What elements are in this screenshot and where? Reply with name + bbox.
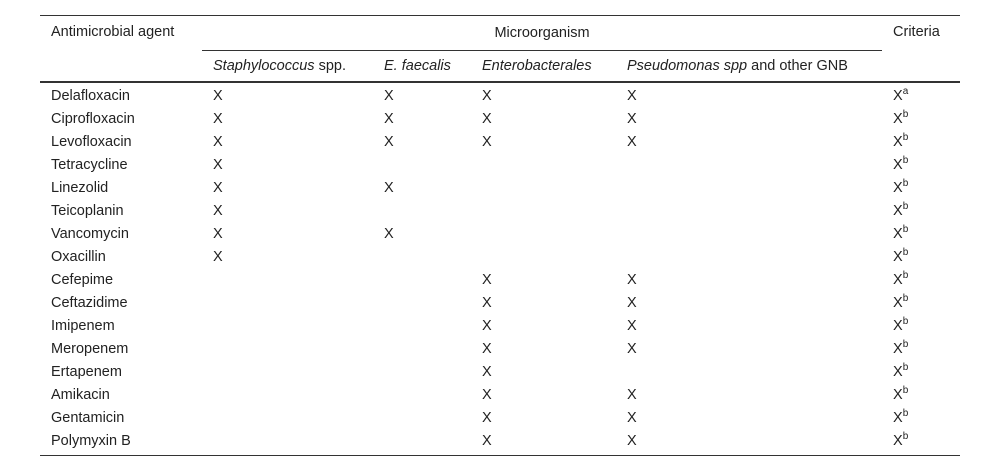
cell-agent: Cefepime bbox=[51, 272, 114, 289]
cell-e-faecalis bbox=[373, 384, 471, 407]
cell-pseudomonas: X bbox=[627, 111, 637, 128]
cell-enterobacterales: X bbox=[482, 318, 492, 335]
cell-staphylococcus: X bbox=[213, 226, 223, 243]
cell-pseudomonas bbox=[616, 154, 882, 177]
cell-enterobacterales: X bbox=[482, 341, 492, 358]
cell-e-faecalis bbox=[373, 338, 471, 361]
cell-e-faecalis: X bbox=[384, 180, 394, 197]
cell-criteria bbox=[882, 407, 960, 430]
cell-agent: Amikacin bbox=[51, 387, 110, 404]
cell-agent: Teicoplanin bbox=[51, 203, 124, 220]
cell-criteria bbox=[882, 384, 960, 407]
pseudo-suffix: and other GNB bbox=[747, 58, 848, 74]
cell-enterobacterales bbox=[471, 154, 616, 177]
table-row bbox=[40, 200, 960, 223]
efaecalis-label: E. faecalis bbox=[384, 58, 451, 74]
cell-e-faecalis bbox=[373, 246, 471, 269]
cell-staphylococcus: X bbox=[213, 134, 223, 151]
header-microorganism: Microorganism bbox=[202, 16, 882, 51]
criteria-mark: X bbox=[893, 318, 903, 335]
table-row bbox=[40, 361, 960, 384]
cell-agent: Vancomycin bbox=[51, 226, 129, 243]
criteria-footnote: b bbox=[902, 362, 909, 374]
cell-e-faecalis bbox=[373, 269, 471, 292]
table-row bbox=[40, 269, 960, 292]
cell-pseudomonas: X bbox=[627, 410, 637, 427]
table-row bbox=[40, 384, 960, 407]
criteria-mark: X bbox=[893, 433, 903, 450]
criteria-mark: X bbox=[893, 295, 903, 312]
staph-italic: Staphylococcus bbox=[213, 58, 315, 74]
cell-pseudomonas bbox=[616, 200, 882, 223]
cell-pseudomonas: X bbox=[627, 387, 637, 404]
cell-agent: Delafloxacin bbox=[51, 88, 130, 105]
cell-enterobacterales bbox=[471, 223, 616, 246]
criteria-footnote: b bbox=[902, 224, 909, 236]
criteria-footnote: b bbox=[902, 247, 909, 259]
table-row bbox=[40, 292, 960, 315]
cell-staphylococcus: X bbox=[213, 249, 223, 266]
cell-criteria bbox=[882, 361, 960, 384]
cell-staphylococcus: X bbox=[213, 111, 223, 128]
cell-enterobacterales: X bbox=[482, 272, 492, 289]
table-body bbox=[40, 82, 960, 456]
cell-agent: Gentamicin bbox=[51, 410, 125, 427]
criteria-mark: X bbox=[893, 341, 903, 358]
cell-enterobacterales: X bbox=[482, 111, 492, 128]
cell-agent: Ciprofloxacin bbox=[51, 111, 135, 128]
cell-criteria bbox=[882, 108, 960, 131]
table-row bbox=[40, 177, 960, 200]
cell-e-faecalis bbox=[373, 200, 471, 223]
cell-criteria bbox=[882, 292, 960, 315]
cell-agent: Imipenem bbox=[51, 318, 115, 335]
cell-pseudomonas bbox=[616, 177, 882, 200]
cell-e-faecalis: X bbox=[384, 111, 394, 128]
cell-criteria bbox=[882, 246, 960, 269]
cell-e-faecalis: X bbox=[384, 226, 394, 243]
criteria-mark: X bbox=[893, 203, 903, 220]
cell-criteria bbox=[882, 430, 960, 456]
criteria-footnote: a bbox=[902, 86, 909, 98]
cell-enterobacterales: X bbox=[471, 430, 616, 456]
cell-staphylococcus bbox=[202, 315, 373, 338]
criteria-mark: X bbox=[893, 249, 903, 266]
cell-pseudomonas: X bbox=[627, 318, 637, 335]
criteria-footnote: b bbox=[902, 270, 909, 282]
cell-e-faecalis bbox=[373, 430, 471, 456]
criteria-footnote: b bbox=[902, 385, 909, 397]
table-row bbox=[40, 154, 960, 177]
cell-pseudomonas: X bbox=[616, 430, 882, 456]
cell-e-faecalis bbox=[373, 315, 471, 338]
table-row bbox=[40, 108, 960, 131]
criteria-footnote: b bbox=[902, 132, 909, 144]
cell-staphylococcus bbox=[202, 269, 373, 292]
cell-agent: Oxacillin bbox=[51, 249, 106, 266]
cell-e-faecalis bbox=[373, 361, 471, 384]
cell-enterobacterales bbox=[471, 246, 616, 269]
cell-agent: Linezolid bbox=[51, 180, 109, 197]
cell-staphylococcus bbox=[202, 407, 373, 430]
cell-staphylococcus: X bbox=[213, 157, 223, 174]
table-row bbox=[40, 430, 960, 456]
criteria-mark: X bbox=[893, 180, 903, 197]
cell-pseudomonas: X bbox=[627, 272, 637, 289]
antimicrobial-table bbox=[40, 15, 960, 456]
header-row-1 bbox=[40, 16, 960, 51]
cell-e-faecalis bbox=[373, 292, 471, 315]
cell-criteria bbox=[882, 200, 960, 223]
cell-staphylococcus bbox=[202, 292, 373, 315]
criteria-footnote: b bbox=[902, 339, 909, 351]
cell-enterobacterales: X bbox=[482, 88, 492, 105]
criteria-mark: X bbox=[893, 410, 903, 427]
cell-pseudomonas: X bbox=[627, 134, 637, 151]
criteria-mark: X bbox=[893, 272, 903, 289]
cell-e-faecalis: X bbox=[384, 134, 394, 151]
staph-suffix: spp. bbox=[314, 58, 346, 74]
cell-criteria bbox=[882, 131, 960, 154]
cell-enterobacterales: X bbox=[482, 387, 492, 404]
table-row bbox=[40, 315, 960, 338]
cell-pseudomonas: X bbox=[627, 341, 637, 358]
cell-enterobacterales: X bbox=[482, 410, 492, 427]
cell-enterobacterales bbox=[471, 200, 616, 223]
criteria-footnote: b bbox=[902, 431, 909, 443]
cell-staphylococcus bbox=[202, 361, 373, 384]
table-row bbox=[40, 246, 960, 269]
cell-e-faecalis bbox=[373, 154, 471, 177]
entero-label: Enterobacterales bbox=[482, 58, 592, 74]
cell-agent: Tetracycline bbox=[51, 157, 128, 174]
criteria-mark: X bbox=[893, 134, 903, 151]
criteria-footnote: b bbox=[902, 155, 909, 167]
cell-staphylococcus: X bbox=[213, 203, 223, 220]
cell-criteria bbox=[882, 177, 960, 200]
table-row bbox=[40, 338, 960, 361]
table-row bbox=[40, 407, 960, 430]
cell-enterobacterales bbox=[471, 177, 616, 200]
cell-criteria bbox=[882, 154, 960, 177]
cell-e-faecalis: X bbox=[384, 88, 394, 105]
cell-pseudomonas: X bbox=[627, 295, 637, 312]
cell-criteria bbox=[882, 269, 960, 292]
header-staphylococcus bbox=[202, 51, 373, 83]
criteria-footnote: b bbox=[902, 408, 909, 420]
table-header bbox=[40, 16, 960, 83]
cell-enterobacterales: X bbox=[482, 295, 492, 312]
criteria-mark: X bbox=[893, 157, 903, 174]
cell-criteria bbox=[882, 82, 960, 108]
cell-agent: Meropenem bbox=[51, 341, 129, 358]
criteria-mark: X bbox=[893, 364, 903, 381]
criteria-footnote: b bbox=[902, 316, 909, 328]
cell-criteria bbox=[882, 315, 960, 338]
table-row bbox=[40, 223, 960, 246]
cell-staphylococcus: X bbox=[213, 88, 223, 105]
table-row bbox=[40, 82, 960, 108]
criteria-mark: X bbox=[893, 111, 903, 128]
pseudo-italic: Pseudomonas spp bbox=[627, 58, 748, 74]
criteria-footnote: b bbox=[902, 201, 909, 213]
cell-pseudomonas bbox=[616, 361, 882, 384]
header-e-faecalis bbox=[373, 51, 471, 83]
criteria-mark: X bbox=[893, 226, 903, 243]
table-row bbox=[40, 131, 960, 154]
cell-criteria bbox=[882, 223, 960, 246]
cell-enterobacterales: X bbox=[482, 364, 492, 381]
cell-staphylococcus bbox=[202, 338, 373, 361]
criteria-mark: X bbox=[893, 88, 903, 105]
cell-staphylococcus bbox=[202, 384, 373, 407]
criteria-footnote: b bbox=[902, 178, 909, 190]
cell-staphylococcus bbox=[202, 430, 373, 456]
header-enterobacterales bbox=[471, 51, 616, 83]
cell-enterobacterales: X bbox=[482, 134, 492, 151]
criteria-footnote: b bbox=[902, 109, 909, 121]
header-pseudomonas bbox=[616, 51, 882, 83]
cell-agent: Polymyxin B bbox=[40, 430, 202, 456]
cell-e-faecalis bbox=[373, 407, 471, 430]
cell-criteria bbox=[882, 338, 960, 361]
header-antimicrobial-agent: Antimicrobial agent bbox=[40, 16, 202, 83]
cell-agent: Levofloxacin bbox=[51, 134, 132, 151]
cell-agent: Ertapenem bbox=[51, 364, 122, 381]
cell-staphylococcus: X bbox=[213, 180, 223, 197]
cell-agent: Ceftazidime bbox=[51, 295, 128, 312]
cell-pseudomonas bbox=[616, 223, 882, 246]
cell-pseudomonas: X bbox=[627, 88, 637, 105]
header-criteria: Criteria bbox=[882, 16, 960, 83]
cell-pseudomonas bbox=[616, 246, 882, 269]
criteria-footnote: b bbox=[902, 293, 909, 305]
criteria-mark: X bbox=[893, 387, 903, 404]
